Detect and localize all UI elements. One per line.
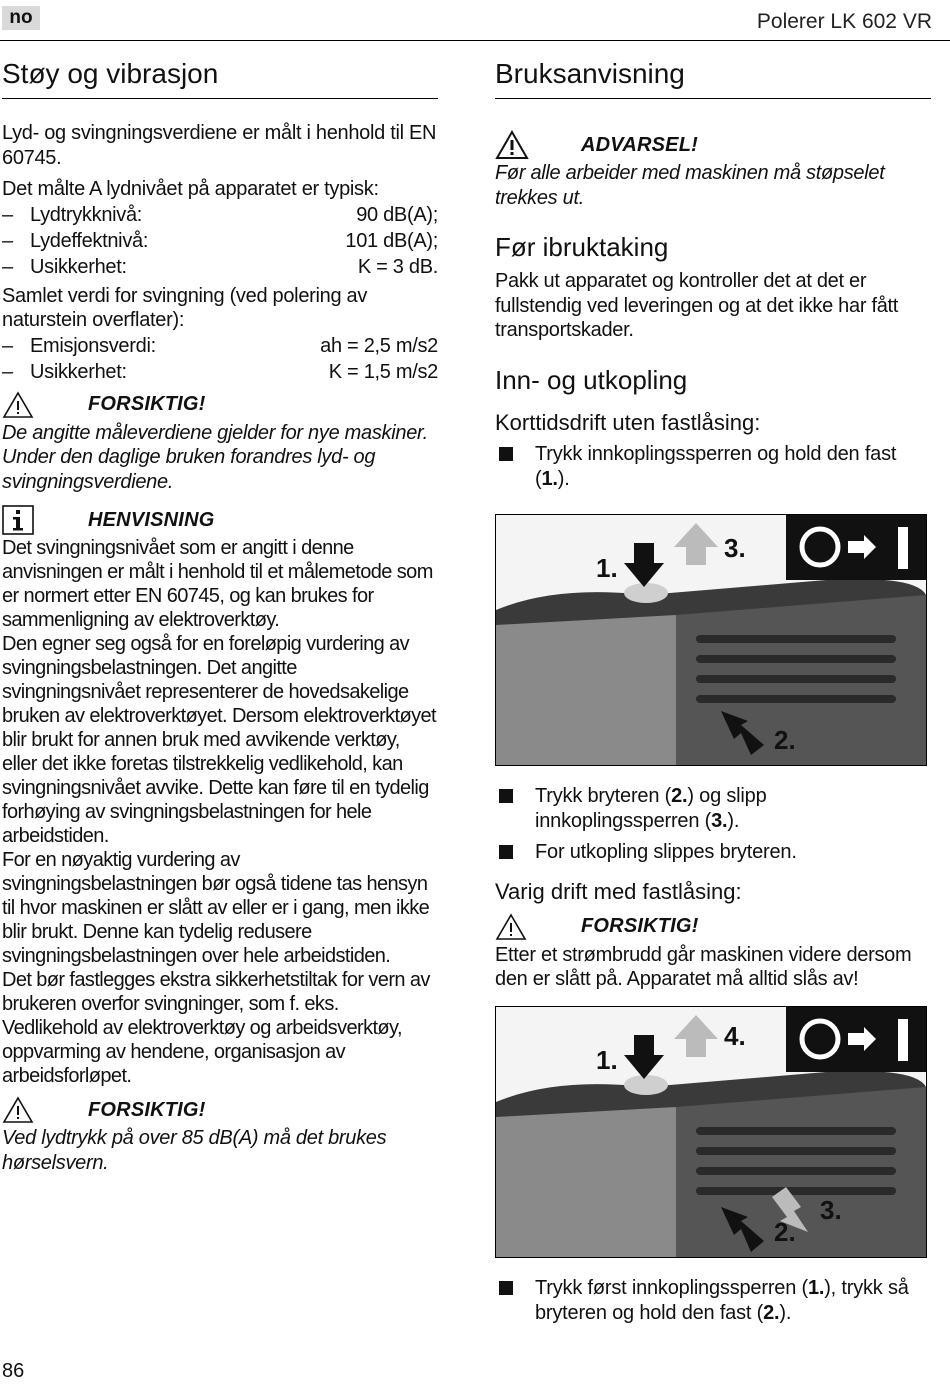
noise-intro: Det målte A lydnivået på apparatet er typisk: <box>2 178 379 200</box>
warning-triangle-icon <box>2 391 88 419</box>
notice-paragraph: For en nøyaktig vurdering av svingningsbelastningen bør også tidene tas hensyn til hvor maskinen er slått av eller er i gang, men ikke blir brukt. Denne kan tydelig redusere svingningsbelastningen over hele arbeidstiden. <box>2 849 430 967</box>
vibration-intro: Samlet verdi for svingning (ved polering av naturstein overflater): <box>2 284 368 331</box>
caution-header <box>2 1094 438 1126</box>
on-off-heading: Inn- og utkopling <box>495 364 688 395</box>
caution-text: Ved lydtrykk på over 85 dB(A) må det brukes hørselsvern. <box>2 1127 387 1174</box>
noise-spec-list <box>2 202 438 280</box>
warning-triangle-icon <box>2 1096 88 1124</box>
right-column <box>495 58 931 1326</box>
spec-row: – Lydtrykknivå: 90 dB(A); <box>2 203 438 226</box>
figure-label: 1. <box>596 1044 618 1075</box>
notice-paragraph: Det bør fastlegges ekstra sikkerhetstiltak for vern av brukeren overfor svingninger, som f. eks. Vedlikehold av elektroverktøy og arbeidsverktøy, oppvarming av hendene, organisasjon av arbeidsforløpet. <box>2 969 430 1087</box>
info-icon <box>2 505 88 535</box>
figure-label: 3. <box>820 1194 842 1225</box>
language-tag: no <box>2 6 40 30</box>
caution-header <box>495 911 931 943</box>
warning-text: Før alle arbeider med maskinen må støpselet trekkes ut. <box>495 162 885 209</box>
figure-switch-short-term <box>495 514 927 766</box>
spec-row: – Usikkerhet: K = 1,5 m/s2 <box>2 360 438 383</box>
notice-title: HENVISNING <box>88 508 215 531</box>
warning-title: ADVARSEL! <box>581 133 698 156</box>
list-item: Trykk først innkoplingssperren (1.), trykk så bryteren og hold den fast (2.). <box>495 1276 931 1326</box>
warning-triangle-icon <box>495 130 581 160</box>
figure-label: 4. <box>724 1020 746 1051</box>
caution-text: Etter et strømbrudd går maskinen videre dersom den er slått på. Apparatet må alltid slås av! <box>495 943 912 990</box>
short-term-heading: Korttidsdrift uten fastlåsing: <box>495 409 761 435</box>
caution-header <box>2 389 438 421</box>
notice-header <box>2 504 438 536</box>
figure-label: 2. <box>774 1216 796 1247</box>
figure-label: 2. <box>774 724 796 755</box>
page-number: 86 <box>2 1360 25 1382</box>
vibration-spec-list <box>2 333 438 385</box>
caution-title: FORSIKTIG! <box>581 915 699 937</box>
notice-paragraph: Det svingningsnivået som er angitt i denne anvisningen er målt i henhold til et målemetode som er normert etter EN 60745, og kan brukes for sammenligning av elektroverktøy. <box>2 537 433 631</box>
continuous-heading: Varig drift med fastlåsing: <box>495 878 742 904</box>
header-rule <box>0 40 950 41</box>
caution-title: FORSIKTIG! <box>88 1098 206 1121</box>
figure-switch-continuous <box>495 1006 927 1258</box>
document-title: Polerer LK 602 VR <box>756 10 932 33</box>
caution-title: FORSIKTIG! <box>88 393 206 415</box>
notice-paragraph: Den egner seg også for en foreløpig vurdering av svingningsbelastningen. Det angitte svingningsnivået representerer de hovedsakelige bruken av elektroverktøyet. Dersom elektroverktøyet blir brukt for annen bruk med avvikende verktøy, eller det ikke foretas tilstrekkelig vedlikehold, kan svingningsnivået avvike. Dette kan føre til en tydelig forhøying av svingningsbelastningen for hele arbeidstiden. <box>2 633 437 847</box>
section-heading-noise: Støy og vibrasjon <box>2 58 438 99</box>
figure-label: 3. <box>724 532 746 563</box>
caution-text: De angitte måleverdiene gjelder for nye maskiner. Under den daglige bruken forandres lyd- og svingningsverdiene. <box>2 421 428 493</box>
warning-triangle-icon <box>495 913 581 941</box>
intro-text: Lyd- og svingningsverdiene er målt i henhold til EN 60745. <box>2 122 437 169</box>
warning-header <box>495 129 931 161</box>
left-column <box>2 58 438 1175</box>
spec-row: – Emisjonsverdi: ah = 2,5 m/s2 <box>2 334 438 357</box>
before-use-text: Pakk ut apparatet og kontroller det at det er fullstendig ved leveringen og at det ikke har fått transportskader. <box>495 270 899 341</box>
list-item: Trykk innkoplingssperren og hold den fast (1.). <box>495 442 931 492</box>
spec-row: – Lydeffektnivå: 101 dB(A); <box>2 229 438 252</box>
spec-row: – Usikkerhet: K = 3 dB. <box>2 255 438 278</box>
list-item: For utkopling slippes bryteren. <box>495 840 931 865</box>
before-use-heading: Før ibruktaking <box>495 232 669 262</box>
section-heading-instructions: Bruksanvisning <box>495 58 931 99</box>
list-item: Trykk bryteren (2.) og slipp innkoplingssperren (3.). <box>495 784 931 834</box>
figure-label: 1. <box>596 552 618 583</box>
